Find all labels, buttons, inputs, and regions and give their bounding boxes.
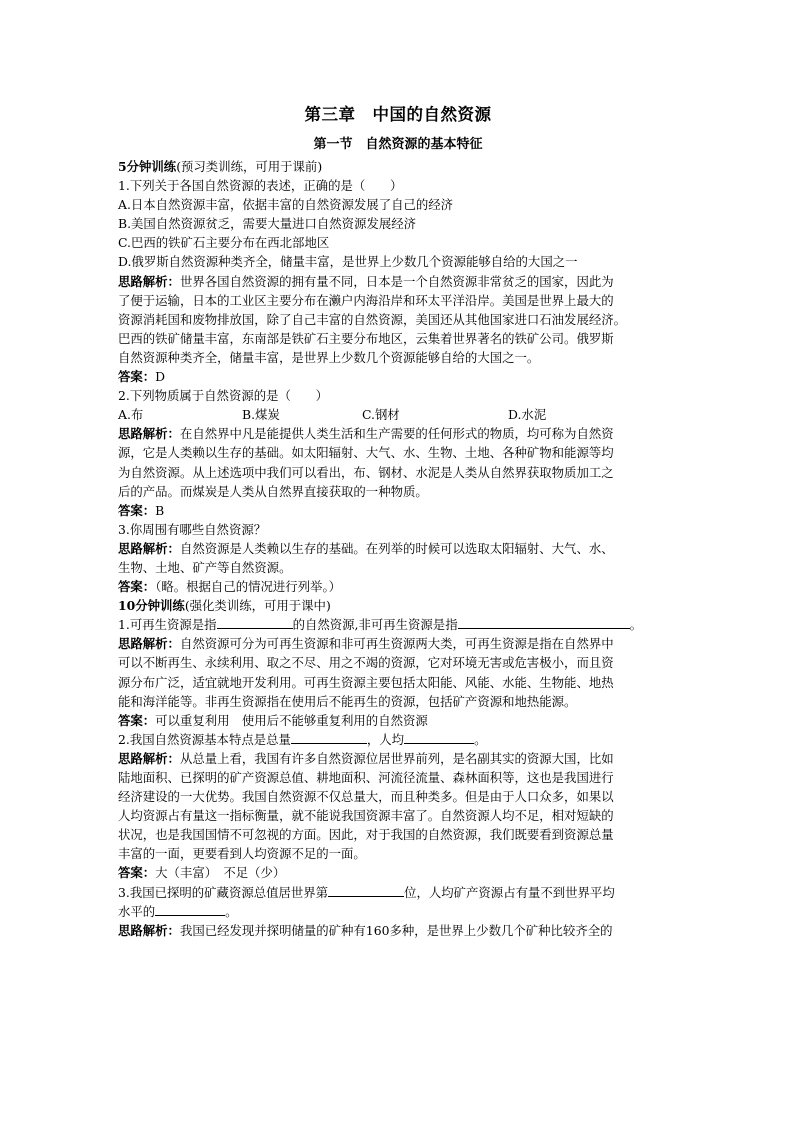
training-heading: 5分钟训练 — [118, 159, 177, 174]
analysis-text: 陆地面积、已探明的矿产资源总值、耕地面积、河流径流量、森林面积等，这也是我国进行 — [118, 770, 614, 785]
options-row — [118, 405, 678, 424]
option-a: A.布 — [118, 407, 144, 423]
answer — [118, 863, 678, 882]
question-text: 。 — [225, 903, 238, 919]
analysis-text: 丰富的一面，更要看到人均资源不足的一面。 — [118, 846, 366, 862]
analysis-label: 思路解析： — [118, 750, 180, 766]
answer-text: 可以重复利用 使用后不能够重复利用的自然资源 — [155, 712, 428, 728]
analysis-text: 能和海洋能等。非再生资源指在使用后不能再生的资源，包括矿产资源和地热能源。 — [118, 693, 577, 709]
analysis-label: 思路解析： — [118, 426, 180, 442]
answer-label: 答案： — [118, 712, 156, 728]
training-heading: 10分钟训练 — [118, 598, 185, 614]
document-page — [118, 104, 678, 940]
training-note: (预习类训练，可用于课前) — [176, 159, 323, 174]
analysis-text: 可以不断再生、永续利用、取之不尽、用之不竭的资源，它对环境无害或危害极小，而且资 — [118, 655, 614, 671]
analysis-text: 在自然界中凡是能提供人类生活和生产需要的任何形式的物质，均可称为自然资 — [179, 426, 614, 442]
analysis — [118, 634, 678, 653]
analysis-text: 从总量上看，我国有许多自然资源位居世界前列，是名副其实的资源大国，比如 — [179, 750, 614, 766]
question-text: 2.我国自然资源基本特点是总量 — [118, 731, 291, 747]
answer-text: D — [155, 369, 166, 385]
option-a: A.日本自然资源丰富，依据丰富的自然资源发展了自己的经济 — [118, 197, 454, 213]
analysis-text: 为自然资源。从上述选项中我们可以看出，布、钢材、水泥是人类从自然界获取物质加工之 — [118, 464, 614, 480]
question-text: 3.我国已探明的矿藏资源总值居世界第 — [118, 884, 329, 900]
question-3: 3.你周围有哪些自然资源？ — [118, 521, 267, 537]
chapter-title: 第三章 中国的自然资源 — [304, 105, 492, 124]
analysis-label: 思路解析： — [118, 273, 180, 289]
training-header-5min — [118, 157, 678, 176]
analysis-text: 巴西的铁矿储量丰富，东南部是铁矿石主要分布地区，云集着世界著名的铁矿公司。俄罗斯 — [118, 330, 614, 346]
answer-text: （略。根据自己的情况进行列举。） — [155, 579, 342, 595]
question-text: 。 — [474, 731, 487, 747]
training-note: (强化类训练，可用于课中) — [184, 598, 331, 614]
analysis — [118, 272, 678, 291]
analysis-text: 资源消耗国和废物排放国，除了自己丰富的自然资源，美国还从其他国家进口石油发展经济。 — [118, 311, 627, 327]
option-c: C.钢材 — [362, 407, 400, 423]
analysis-text: 经济建设的一大优势。我国自然资源不仅总量大，而且种类多。但是由于人口众多，如果以 — [118, 789, 614, 805]
analysis-label: 思路解析： — [118, 540, 180, 556]
option-d: D.水泥 — [508, 407, 547, 423]
analysis-text: 自然资源是人类赖以生存的基础。在列举的时候可以选取太阳辐射、大气、水、 — [179, 540, 614, 556]
training-header-10min — [118, 596, 678, 615]
analysis-label: 思路解析： — [118, 636, 180, 652]
analysis — [118, 749, 678, 768]
analysis — [118, 424, 678, 443]
answer — [118, 577, 678, 596]
analysis-text: 状况，也是我国国情不可忽视的方面。因此，对于我国的自然资源，我们既要看到资源总量 — [118, 827, 614, 843]
analysis-text: 我国已经发现并探明储量的矿种有160多种，是世界上少数几个矿种比较齐全的 — [179, 922, 613, 938]
answer-blank[interactable] — [458, 615, 630, 629]
answer — [118, 367, 678, 386]
option-d: D.俄罗斯自然资源种类齐全，储量丰富，是世界上少数几个资源能够自给的大国之一 — [118, 254, 578, 270]
question-fill-2 — [118, 730, 678, 749]
question-text: 1.可再生资源是指 — [118, 617, 217, 633]
answer-blank[interactable] — [404, 730, 474, 744]
question-text: 水平的 — [118, 903, 156, 919]
question-text: 。 — [629, 617, 642, 633]
option-b: B.美国自然资源贫乏，需要大量进口自然资源发展经济 — [118, 216, 417, 232]
analysis-label: 思路解析： — [118, 922, 180, 938]
question-fill-3 — [118, 883, 678, 902]
answer-blank[interactable] — [155, 902, 225, 916]
answer-label: 答案： — [118, 579, 156, 595]
analysis-text: 源分布广泛，适宜就地开发利用。可再生资源主要包括太阳能、风能、水能、生物能、地热 — [118, 674, 614, 690]
answer-blank[interactable] — [291, 730, 367, 744]
answer-label: 答案： — [118, 369, 156, 385]
question-fill-3-cont — [118, 902, 678, 921]
option-b: B.煤炭 — [242, 407, 280, 423]
answer-text: 大（丰富） 不足（少） — [155, 865, 286, 881]
answer-blank[interactable] — [328, 883, 404, 897]
analysis — [118, 921, 678, 940]
question-text: 的自然资源,非可再生资源是指 — [292, 617, 458, 633]
option-c: C.巴西的铁矿石主要分布在西北部地区 — [118, 235, 330, 251]
question-fill-1 — [118, 615, 678, 634]
question-2: 2.下列物质属于自然资源的是（ ） — [118, 388, 329, 404]
answer-blank[interactable] — [217, 615, 293, 629]
question-1: 1.下列关于各国自然资源的表述，正确的是（ ） — [118, 178, 403, 194]
section-title: 第一节 自然资源的基本特征 — [313, 137, 483, 152]
analysis-text: 人均资源占有量这一指标衡量，就不能说我国资源丰富了。自然资源人均不足，相对短缺的 — [118, 808, 614, 824]
analysis-text: 了便于运输，日本的工业区主要分布在濑户内海沿岸和环太平洋沿岸。美国是世界上最大的 — [118, 292, 614, 308]
answer-label: 答案： — [118, 865, 156, 881]
analysis-text: 源，它是人类赖以生存的基础。如太阳辐射、大气、水、生物、土地、各种矿物和能源等均 — [118, 445, 614, 461]
question-text: ，人均 — [366, 731, 405, 747]
analysis-text: 后的产品。而煤炭是人类从自然界直接获取的一种物质。 — [118, 483, 428, 499]
answer — [118, 711, 678, 730]
question-text: 位，人均矿产资源占有量不到世界平均 — [404, 884, 615, 900]
analysis-text: 自然资源种类齐全，储量丰富，是世界上少数几个资源能够自给的大国之一。 — [118, 349, 540, 365]
answer-text: B — [155, 502, 165, 518]
analysis-text: 世界各国自然资源的拥有量不同，日本是一个自然资源非常贫乏的国家，因此为 — [179, 273, 614, 289]
analysis — [118, 539, 678, 558]
answer-label: 答案： — [118, 502, 156, 518]
analysis-text: 自然资源可分为可再生资源和非可再生资源两大类，可再生资源是指在自然界中 — [179, 636, 614, 652]
analysis-text: 生物、土地、矿产等自然资源。 — [118, 559, 292, 575]
answer — [118, 501, 678, 520]
